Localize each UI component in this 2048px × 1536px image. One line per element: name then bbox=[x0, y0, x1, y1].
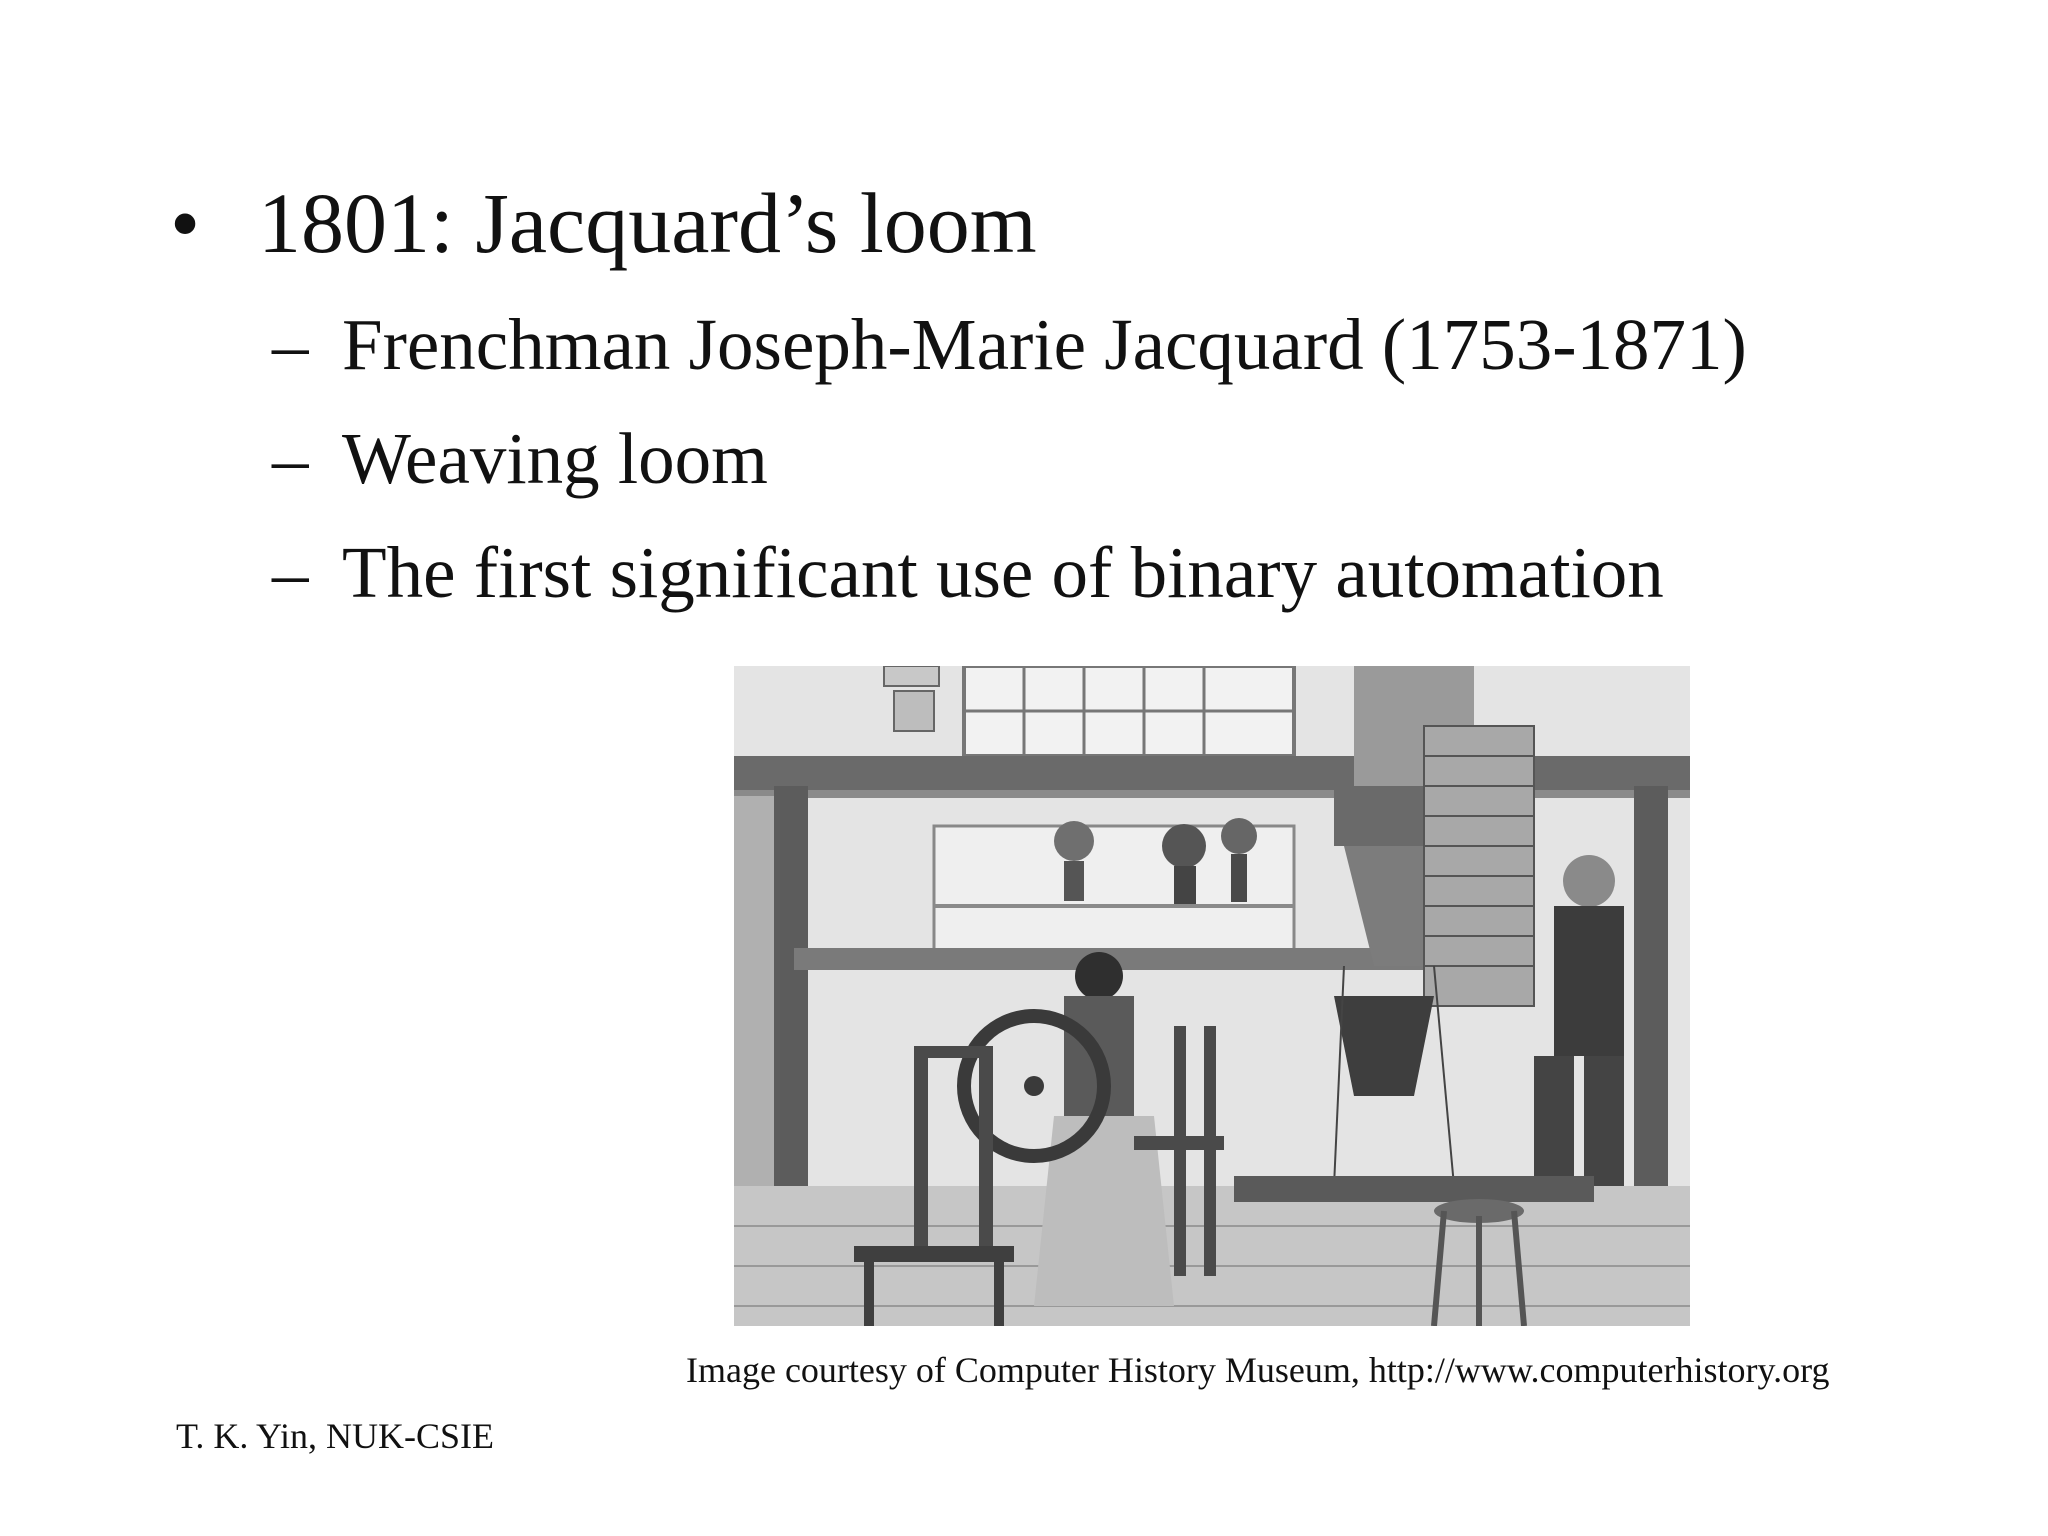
sub-bullet-3 bbox=[272, 528, 1664, 618]
bullet-marker: • bbox=[170, 175, 201, 271]
dash-marker: – bbox=[272, 532, 309, 613]
sub-bullet-1 bbox=[272, 300, 1747, 390]
jacquard-loom-image bbox=[734, 666, 1690, 1326]
main-bullet bbox=[170, 168, 1037, 278]
main-bullet-text: 1801: Jacquard’s loom bbox=[258, 175, 1037, 271]
slide-footer: T. K. Yin, NUK-CSIE bbox=[176, 1416, 494, 1456]
loom-engraving-illustration bbox=[734, 666, 1690, 1326]
sub-bullet-2 bbox=[272, 414, 768, 504]
sub-bullet-text: The first significant use of binary automation bbox=[342, 532, 1664, 613]
dash-marker: – bbox=[272, 304, 309, 385]
sub-bullet-text: Weaving loom bbox=[342, 418, 768, 499]
dash-marker: – bbox=[272, 418, 309, 499]
sub-bullet-text: Frenchman Joseph-Marie Jacquard (1753-1871) bbox=[342, 304, 1747, 385]
image-caption: Image courtesy of Computer History Museum, http://www.computerhistory.org bbox=[686, 1350, 1830, 1390]
